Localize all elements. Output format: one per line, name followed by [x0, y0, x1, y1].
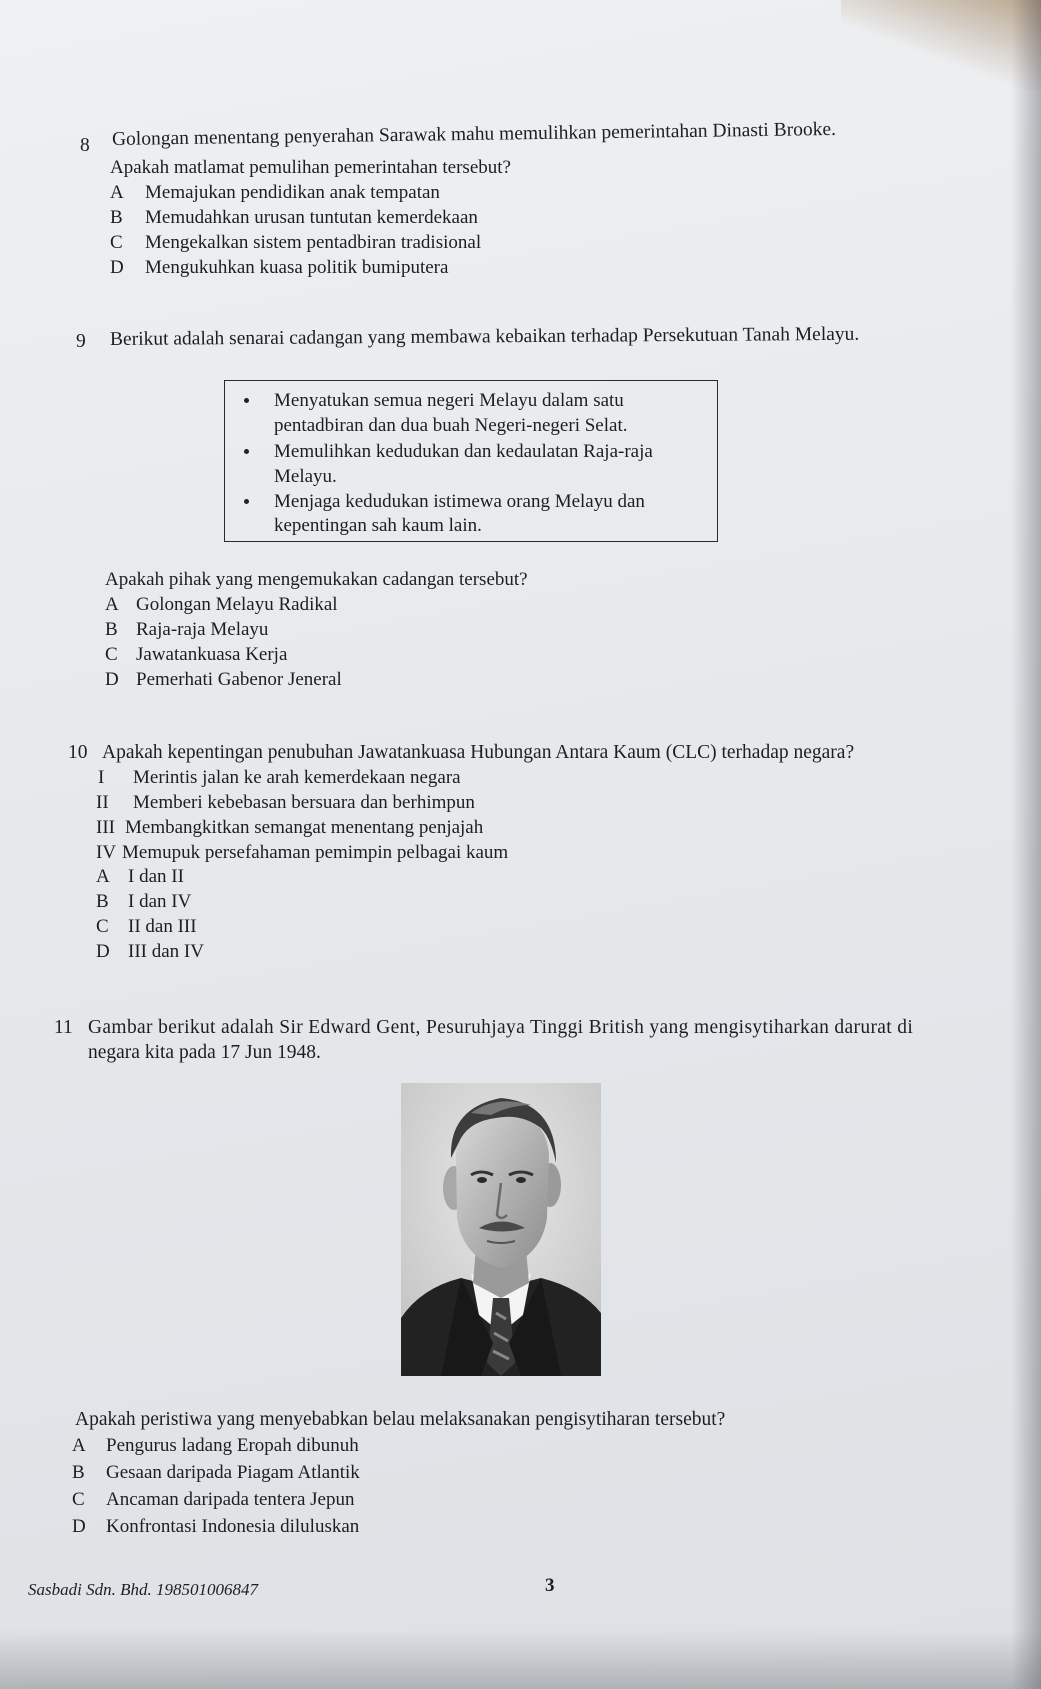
q9-option-d-letter[interactable]: D	[105, 669, 119, 690]
bullet-3	[244, 499, 249, 504]
q10-option-d-letter[interactable]: D	[96, 941, 110, 962]
q10-option-d[interactable]: III dan IV	[128, 941, 204, 962]
q11-stem-line-2: negara kita pada 17 Jun 1948.	[88, 1042, 321, 1063]
q11-number: 11	[54, 1017, 73, 1038]
q11-stem-line-1: Gambar berikut adalah Sir Edward Gent, Pesuruhjaya Tinggi British yang mengisytiharkan darurat di	[88, 1017, 914, 1038]
page-bottom-shadow	[0, 1629, 1041, 1689]
portrait-illustration	[401, 1083, 601, 1376]
q8-option-b-letter[interactable]: B	[110, 207, 123, 228]
q8-number: 8	[80, 135, 90, 156]
q11-question: Apakah peristiwa yang menyebabkan belau melaksanakan pengisytiharan tersebut?	[75, 1409, 726, 1430]
q10-option-b-letter[interactable]: B	[96, 891, 109, 912]
q8-option-c[interactable]: Mengekalkan sistem pentadbiran tradisional	[145, 232, 482, 253]
q11-option-a[interactable]: Pengurus ladang Eropah dibunuh	[106, 1435, 359, 1456]
q9-option-a[interactable]: Golongan Melayu Radikal	[136, 594, 338, 615]
q10-option-c-letter[interactable]: C	[96, 916, 109, 937]
q8-option-d-letter[interactable]: D	[110, 257, 124, 278]
sir-edward-gent-photo	[401, 1083, 601, 1376]
q9-number: 9	[76, 331, 86, 352]
q10-option-a[interactable]: I dan II	[128, 866, 184, 887]
q9-box-line-6: kepentingan sah kaum lain.	[274, 515, 482, 536]
q10-stem: Apakah kepentingan penubuhan Jawatankuasa Hubungan Antara Kaum (CLC) terhadap negara?	[102, 742, 855, 763]
q9-box-line-1: Menyatukan semua negeri Melayu dalam satu	[274, 390, 624, 411]
q10-roman-4: IV	[96, 842, 117, 863]
q9-box-line-2: pentadbiran dan dua buah Negeri-negeri Selat.	[274, 415, 628, 436]
q11-option-b[interactable]: Gesaan daripada Piagam Atlantik	[106, 1462, 360, 1483]
q10-statement-4: Memupuk persefahaman pemimpin pelbagai kaum	[122, 842, 509, 863]
q9-option-a-letter[interactable]: A	[105, 594, 119, 615]
q11-option-a-letter[interactable]: A	[72, 1435, 86, 1456]
q9-option-c-letter[interactable]: C	[105, 644, 118, 665]
q9-option-d[interactable]: Pemerhati Gabenor Jeneral	[136, 669, 342, 690]
q8-option-a-letter[interactable]: A	[110, 182, 124, 203]
q9-question: Apakah pihak yang mengemukakan cadangan tersebut?	[105, 569, 528, 590]
q11-option-d[interactable]: Konfrontasi Indonesia diluluskan	[106, 1516, 360, 1537]
bullet-1	[244, 398, 249, 403]
page-number: 3	[545, 1575, 555, 1596]
q8-option-d[interactable]: Mengukuhkan kuasa politik bumiputera	[145, 257, 449, 278]
q10-option-b[interactable]: I dan IV	[128, 891, 192, 912]
q8-question: Apakah matlamat pemulihan pemerintahan tersebut?	[110, 157, 511, 178]
q9-option-b-letter[interactable]: B	[105, 619, 118, 640]
q10-statement-2: Memberi kebebasan bersuara dan berhimpun	[133, 792, 475, 813]
bullet-2	[244, 449, 249, 454]
q10-statement-1: Merintis jalan ke arah kemerdekaan negara	[133, 767, 461, 788]
q9-option-b[interactable]: Raja-raja Melayu	[136, 619, 269, 640]
q9-box-line-4: Melayu.	[274, 466, 337, 487]
q9-box-line-3: Memulihkan kedudukan dan kedaulatan Raja-raja	[274, 441, 653, 462]
q10-number: 10	[68, 742, 88, 763]
q8-stem: Golongan menentang penyerahan Sarawak mahu memulihkan pemerintahan Dinasti Brooke.	[111, 118, 837, 150]
q10-roman-2: II	[96, 792, 109, 813]
q8-option-b[interactable]: Memudahkan urusan tuntutan kemerdekaan	[145, 207, 478, 228]
q11-option-c[interactable]: Ancaman daripada tentera Jepun	[106, 1489, 355, 1510]
q10-roman-3: III	[96, 817, 115, 838]
q10-option-c[interactable]: II dan III	[128, 916, 197, 937]
page-edge-shadow	[1011, 0, 1041, 1689]
q9-box-line-5: Menjaga kedudukan istimewa orang Melayu dan	[274, 491, 645, 512]
q10-option-a-letter[interactable]: A	[96, 866, 110, 887]
q11-option-b-letter[interactable]: B	[72, 1462, 85, 1483]
q9-option-c[interactable]: Jawatankuasa Kerja	[136, 644, 288, 665]
q8-option-a[interactable]: Memajukan pendidikan anak tempatan	[145, 182, 440, 203]
q10-statement-3: Membangkitkan semangat menentang penjajah	[125, 817, 484, 838]
q9-stem: Berikut adalah senarai cadangan yang membawa kebaikan terhadap Persekutuan Tanah Melayu.	[109, 323, 860, 350]
footer-publisher: Sasbadi Sdn. Bhd. 198501006847	[28, 1580, 258, 1599]
q11-option-c-letter[interactable]: C	[72, 1489, 85, 1510]
q8-option-c-letter[interactable]: C	[110, 232, 123, 253]
q11-option-d-letter[interactable]: D	[72, 1516, 86, 1537]
q10-roman-1: I	[98, 767, 105, 788]
